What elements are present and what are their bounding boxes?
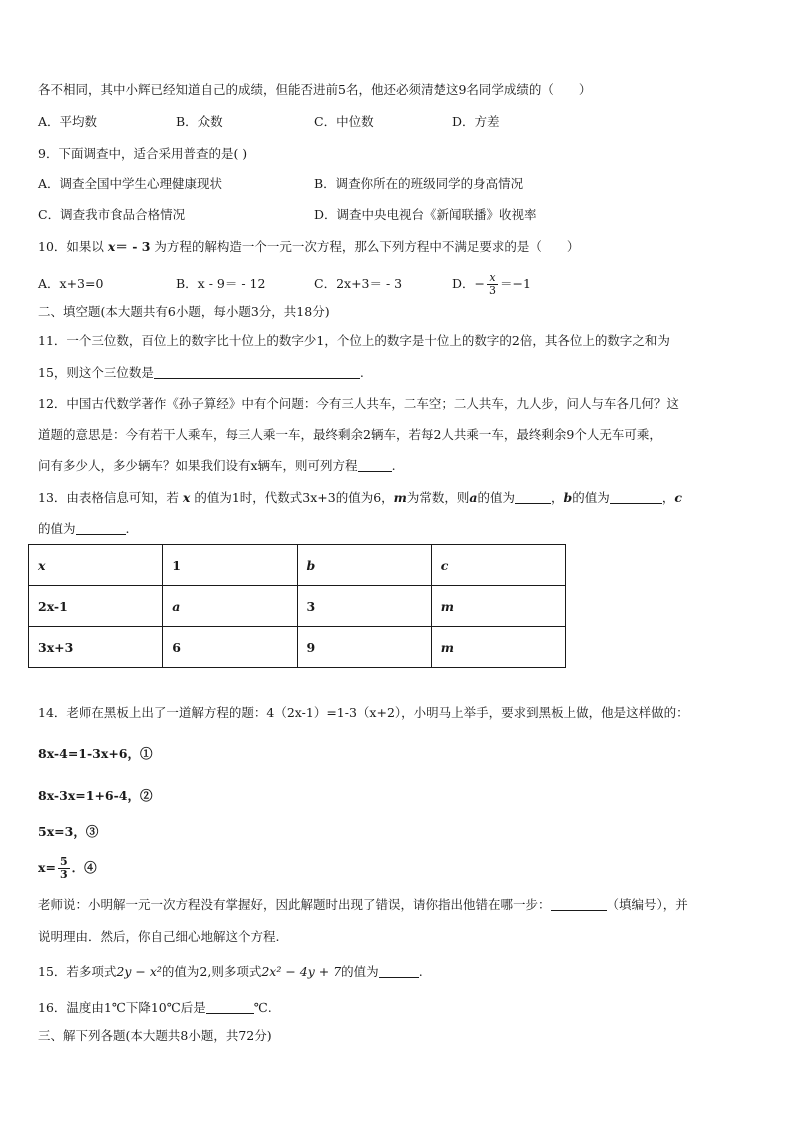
q9-option-c: C．调查我市食品合格情况 xyxy=(38,207,186,222)
table-cell: x xyxy=(29,545,163,586)
table-cell: 3x+3 xyxy=(29,627,163,668)
table-cell: c xyxy=(431,545,565,586)
q8-option-d: D．方差 xyxy=(452,114,500,129)
q9-option-b: B．调查你所在的班级同学的身高情况 xyxy=(314,176,524,191)
q10-option-d: D．− $\frac{x}{3}$ ＝−1 xyxy=(452,271,531,297)
q12-stem-line2: 道题的意思是：今有若干人乘车，每三人乘一车，最终剩余2辆车，若每2人共乘一车，最终剩余9个人无车可乘， xyxy=(38,427,662,442)
q9-option-d: D．调查中央电视台《新闻联播》收视率 xyxy=(314,207,537,222)
q13-stem-line2: 的值为 . xyxy=(38,521,130,536)
table-cell: 3 xyxy=(297,586,431,627)
q13-table xyxy=(28,544,566,668)
q10-option-c: C．2x+3＝ - 3 xyxy=(314,276,403,291)
table-cell: a xyxy=(163,586,297,627)
table-cell: 1 xyxy=(163,545,297,586)
table-cell: 2x-1 xyxy=(29,586,163,627)
q14-step-4: x= $\frac{5}{3}$ ．④ xyxy=(38,855,97,881)
q14-comment-line2: 说明理由．然后，你自己细心地解这个方程. xyxy=(38,929,280,944)
q14-step-4-fraction: $\frac{5}{3}$ xyxy=(59,855,68,881)
q9-option-a: A．调查全国中学生心理健康现状 xyxy=(38,176,223,191)
q8-option-a: A．平均数 xyxy=(38,114,98,129)
q11-answer-blank[interactable] xyxy=(154,364,360,379)
q16-temp-2: 10℃ xyxy=(150,1000,181,1015)
q16-stem: 16．温度由1℃下降10℃后是 ℃. xyxy=(38,1000,272,1015)
q15-expression-1: 2y − x² xyxy=(116,964,162,979)
q14-step-2: 8x-3x=1+6-4，② xyxy=(38,788,153,803)
q16-temp-1: 1℃ xyxy=(103,1000,126,1015)
q14-step-1: 8x-4=1-3x+6，① xyxy=(38,746,153,761)
q8-option-c: C．中位数 xyxy=(314,114,374,129)
q12-answer-blank[interactable] xyxy=(358,457,392,472)
table-cell: 9 xyxy=(297,627,431,668)
q14-step-3: 5x=3，③ xyxy=(38,824,99,839)
table-row xyxy=(29,586,566,627)
q9-stem: 9．下面调查中，适合采用普查的是( ) xyxy=(38,146,248,161)
q12-stem-line1: 12．中国古代数学著作《孙子算经》中有个问题：今有三人共车，二车空；二人共车，九人步，问人与车各几何？这 xyxy=(38,396,679,411)
table-row xyxy=(29,545,566,586)
q14-answer-blank[interactable] xyxy=(551,896,607,911)
q11-stem-line1: 11．一个三位数，百位上的数字比十位上的数字少1，个位上的数字是十位上的数字的2倍，其各位上的数字之和为 xyxy=(38,333,670,348)
q15-answer-blank[interactable] xyxy=(379,963,419,978)
q8-stem: 各不相同，其中小辉已经知道自己的成绩，但能否进前5名，他还必须清楚这9名同学成绩的（ ） xyxy=(38,82,592,97)
table-row xyxy=(29,627,566,668)
q10-option-b: B．x - 9＝ - 12 xyxy=(176,276,266,291)
q8-option-b: B．众数 xyxy=(176,114,223,129)
q12-stem-line3: 问有多少人，多少辆车？如果我们设有x辆车，则可列方程 . xyxy=(38,458,396,473)
table-cell: m xyxy=(431,627,565,668)
table-cell: b xyxy=(297,545,431,586)
q13-stem-line1: 13．由表格信息可知，若 x 的值为1时，代数式3x+3的值为6，m为常数，则a的值为 ，b的值为 ，c xyxy=(38,490,682,505)
q16-answer-blank[interactable] xyxy=(206,999,254,1014)
section-3-heading: 三、解下列各题(本大题共8小题，共72分) xyxy=(38,1028,272,1043)
q13-answer-a-blank[interactable] xyxy=(515,489,551,504)
q13-answer-b-blank[interactable] xyxy=(610,489,662,504)
q14-stem: 14．老师在黑板上出了一道解方程的题：4（2x-1）=1-3（x+2），小明马上举手，要求到黑板上做，他是这样做的： xyxy=(38,705,689,720)
table-cell: 6 xyxy=(163,627,297,668)
q15-expression-2: 2x² − 4y + 7 xyxy=(261,964,342,979)
section-2-heading: 二、填空题(本大题共有6小题，每小题3分，共18分) xyxy=(38,304,330,319)
q10-option-d-fraction: $\frac{x}{3}$ xyxy=(489,271,497,297)
q14-comment-line1: 老师说：小明解一元一次方程没有掌握好，因此解题时出现了错误，请你指出他错在哪一步： （填编号），并 xyxy=(38,897,688,912)
q11-stem-line2: 15，则这个三位数是 . xyxy=(38,365,364,380)
q15-stem: 15．若多项式2y − x²的值为2,则多项式2x² − 4y + 7的值为 . xyxy=(38,964,423,979)
q13-answer-c-blank[interactable] xyxy=(76,520,126,535)
q10-option-a: A．x+3=0 xyxy=(38,276,104,291)
q10-stem: 10．如果以 x＝ - 3 为方程的解构造一个一元一次方程，那么下列方程中不满足要求的是（ ） xyxy=(38,239,580,254)
table-cell: m xyxy=(431,586,565,627)
